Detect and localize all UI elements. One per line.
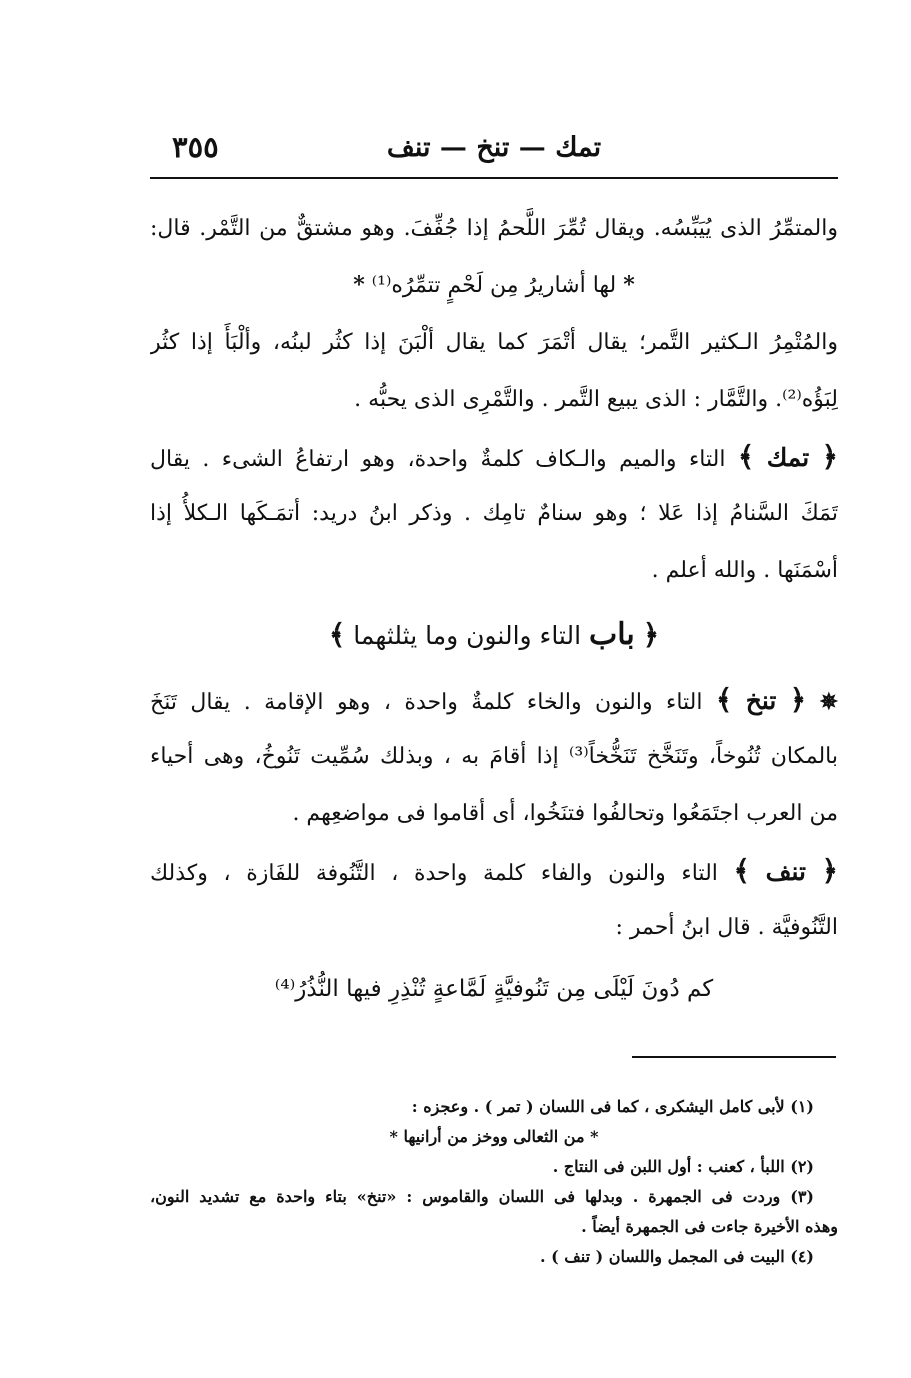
text-line: والمتمِّرُ الذى يُيَبِّسُه. ويقال تُمِّرَ اللَّحمُ إذا جُفِّفَ. وهو مشتقٌّ من التَّمْر. قال: — [150, 216, 838, 241]
entry-text: التاء والنون والخاء كلمةٌ واحدة ، وهو الإقامة . يقال تَنَخَ — [150, 690, 703, 715]
entry-tanaf — [150, 842, 838, 899]
entry-tamk — [150, 428, 838, 485]
close-bracket: ﴾ — [328, 618, 346, 651]
body-text — [150, 200, 838, 1022]
text-line: لِبَؤُه⁽²⁾. والتَّمَّار : الذى يبيع التَّمر . والتَّمْرِى الذى يحبُّه . — [354, 387, 838, 412]
entry-word: تنف — [765, 857, 806, 886]
footnote-1: (١) لأبى كامل اليشكرى ، كما فى اللسان ( تمر ) . وعجزه : — [411, 1097, 814, 1116]
open-bracket: ﴿ — [821, 440, 838, 473]
entry-word: تمك — [766, 443, 810, 472]
footnote-verse-text: من الثعالى ووخز من أرانيها — [403, 1127, 585, 1146]
entry-tanakh — [150, 671, 838, 728]
chapter-bab: باب — [589, 617, 635, 652]
entry-text: التاء والنون والفاء كلمة واحدة ، التَّنُوفة للفَازة ، وكذلك — [150, 861, 718, 886]
page-number: ٣٥٥ — [172, 130, 219, 164]
poem-line: كم دُونَ لَيْلَى مِن تَنُوفيَّةٍ لَمَّاعةٍ تُنْذِرِ فيها النُّذُرُ⁽⁴⁾ — [274, 976, 714, 1002]
open-bracket: ﴿ — [789, 683, 807, 716]
text-line: تَمَكَ السَّنامُ إذا عَلا ؛ وهو سنامٌ تامِك . وذكر ابنُ دريد: أتمَـكَها الـكلأُ إذا — [150, 501, 838, 526]
star-icon: * — [353, 272, 365, 298]
chapter-title: التاء والنون وما يثلثهما — [353, 621, 582, 650]
footnote-4: (٤) البيت فى المجمل واللسان ( تنف ) . — [539, 1247, 814, 1266]
footnote-2: (٢) اللبأ ، كعنب : أول اللبن فى النتاج . — [552, 1157, 814, 1176]
text-line: بالمكان تُنُوخاً، وتَنَخَّخ تَنَخُّخاً⁽³⁾ إذا أقامَ به ، وبذلك سُمِّيت تَنُوخُ، وهى أحياء — [150, 744, 838, 769]
text-line: أسْمَنَها . والله أعلم . — [651, 558, 838, 583]
footnote-1-verse — [150, 1122, 838, 1152]
star-icon: * — [623, 272, 635, 298]
open-bracket: ﴿ — [821, 854, 838, 887]
open-bracket: ﴿ — [642, 618, 660, 651]
star-icon: * — [389, 1127, 398, 1146]
ornament-icon: ✵ — [819, 689, 838, 715]
entry-word: تنخ — [745, 686, 777, 715]
running-title: تمك — تنخ — تنف — [386, 132, 602, 163]
header-rule — [150, 177, 838, 179]
close-bracket: ﴾ — [737, 440, 755, 473]
entry-text: التاء والميم والـكاف كلمةٌ واحدة، وهو ارتفاعُ الشىء . يقال — [150, 447, 726, 472]
close-bracket: ﴾ — [733, 854, 750, 887]
text-line: والمُتْمِرُ الـكثير التَّمر؛ يقال أتْمَرَ كما يقال ألْبَنَ إذا كثُر لبنُه، وألْبَأَ إذا كثُر — [150, 330, 838, 355]
close-bracket: ﴾ — [715, 683, 733, 716]
text-line: التَّنُوفيَّة . قال ابنُ أحمر : — [615, 915, 838, 940]
verse-line — [150, 257, 838, 314]
text-line: من العرب اجتَمَعُوا وتحالفُوا فتنَخُوا، أى أقاموا فى مواضعِهم . — [292, 801, 838, 826]
footnotes — [150, 1092, 838, 1272]
chapter-heading — [150, 599, 838, 671]
star-icon: * — [590, 1127, 599, 1146]
page-header — [150, 128, 838, 172]
verse-text: لها أشاريرُ مِن لَحْمٍ تتمِّرُه⁽¹⁾ — [371, 273, 617, 298]
footnote-3-cont: وهذه الأخيرة جاءت فى الجمهرة أيضاً . — [581, 1217, 838, 1236]
footnote-rule — [632, 1056, 836, 1058]
footnote-3: (٣) وردت فى الجمهرة . وبدلها فى اللسان والقاموس : «تنخ» بتاء واحدة مع تشديد النون، — [150, 1187, 814, 1206]
